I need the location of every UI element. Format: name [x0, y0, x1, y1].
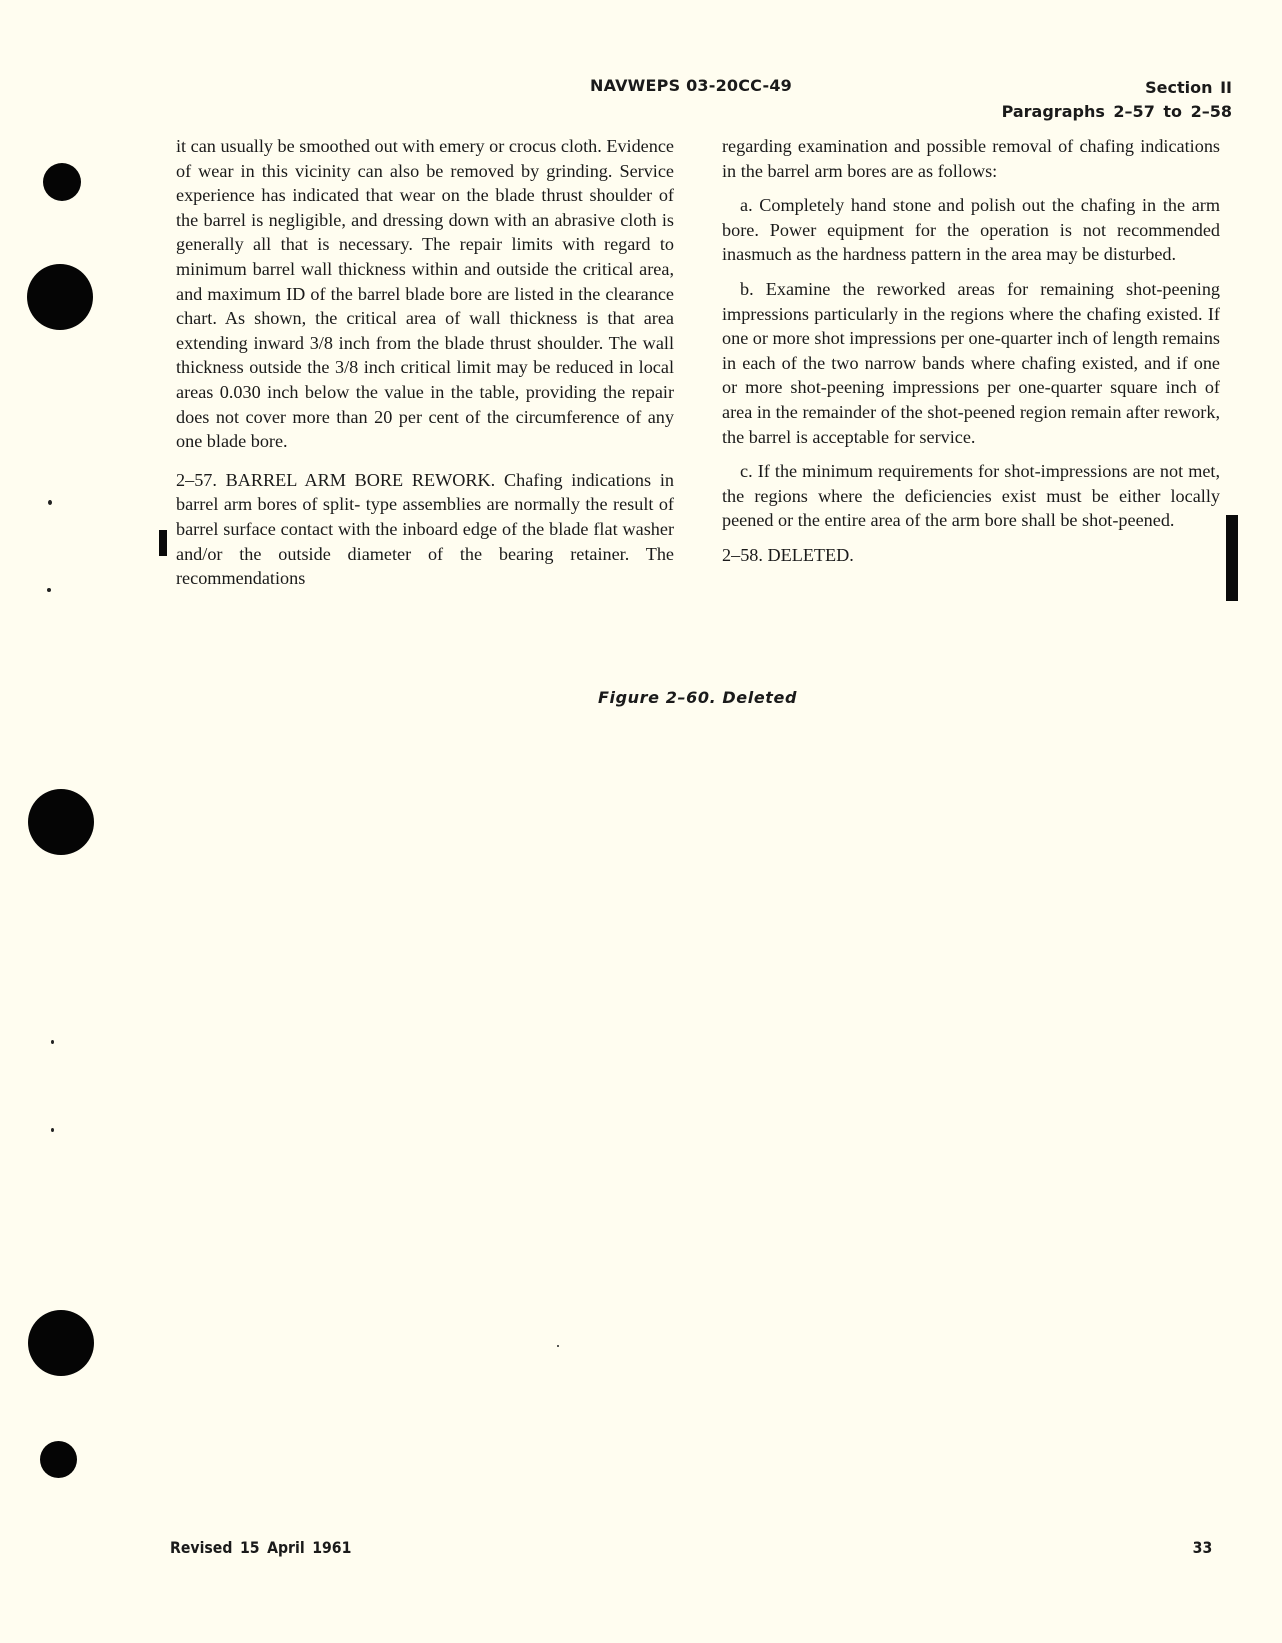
revision-date: Revised 15 April 1961: [170, 1538, 352, 1557]
paragraph-title: BARREL ARM BORE REWORK.: [225, 469, 496, 490]
step-b: [722, 277, 1220, 449]
scan-speck: [48, 500, 52, 505]
step-text: Examine the reworked areas for remaining shot-peening impressions particularly in the regions where the chafing existed. If one or more shot impressions per one-quarter inch of length remains in each of the two narrow bands where chafing existed, and if one or more shot-peening impressions per one-quarter square inch of area in the remainder of the shot-peened region remain after rework, the barrel is acceptable for service.: [722, 278, 1221, 447]
punch-hole: [27, 264, 93, 330]
scan-speck: [47, 588, 51, 592]
paragraph-2-58: [722, 543, 1220, 568]
page-number: 33: [1192, 1538, 1212, 1557]
paragraph-number: 2–57.: [176, 469, 217, 490]
right-column: [722, 134, 1220, 578]
step-label: a.: [740, 195, 753, 216]
section-header: [1002, 76, 1232, 124]
change-bar-right: [1226, 515, 1238, 601]
paragraph-title: DELETED.: [767, 544, 854, 565]
step-a: [722, 193, 1220, 267]
scan-speck: [557, 1345, 559, 1347]
paragraph-2-57: [176, 468, 674, 591]
punch-hole: [40, 1441, 77, 1478]
step-text: If the minimum requirements for shot-impressions are not met, the regions where the deficiencies exist must be either locally peened or the entire area of the arm bore shall be shot-peened.: [722, 461, 1221, 531]
figure-caption: Figure 2–60. Deleted: [598, 688, 798, 707]
scan-speck: [51, 1128, 54, 1132]
document-number: NAVWEPS 03-20CC-49: [590, 76, 792, 95]
step-label: c.: [740, 461, 753, 482]
change-bar-left: [159, 530, 167, 556]
continued-paragraph: it can usually be smoothed out with emery or crocus cloth. Evidence of wear in this vicinity can also be removed by grinding. Service experience has indicated that wear on the blade thrust shoulder of the barrel is negligible, and dressing down with an abrasive cloth is generally all that is necessary. The repair limits with regard to minimum barrel wall thickness within and outside the critical area, and maximum ID of the barrel blade bore are listed in the clearance chart. As shown, the critical area of wall thickness is that area extending inward 3/8 inch from the blade thrust shoulder. The wall thickness outside the 3/8 inch critical limit may be reduced in local areas 0.030 inch below the value in the table, providing the repair does not cover more than 20 per cent of the circumference of any one blade bore.: [176, 136, 674, 452]
paragraph-range: Paragraphs 2–57 to 2–58: [1001, 102, 1232, 121]
scan-speck: [51, 1040, 54, 1044]
punch-hole: [43, 163, 81, 201]
punch-hole: [28, 1310, 94, 1376]
section-label: Section II: [1145, 78, 1232, 97]
step-c: [722, 459, 1220, 533]
paragraph-body: Chafing indications in barrel arm bores of split- type assemblies are normally the result of barrel surface contact with the inboard edge of the blade flat washer and/or the outside diameter of the bearing retainer. The recommendations: [176, 469, 674, 589]
continued-paragraph: regarding examination and possible removal of chafing indications in the barrel arm bores are as follows:: [722, 136, 1220, 181]
paragraph-number: 2–58.: [722, 544, 763, 565]
step-text: Completely hand stone and polish out the chafing in the arm bore. Power equipment for the operation is not recommended inasmuch as the hardness pattern in the area may be disturbed.: [722, 195, 1220, 265]
left-column: [176, 134, 674, 601]
punch-hole: [28, 789, 94, 855]
step-label: b.: [740, 278, 754, 299]
